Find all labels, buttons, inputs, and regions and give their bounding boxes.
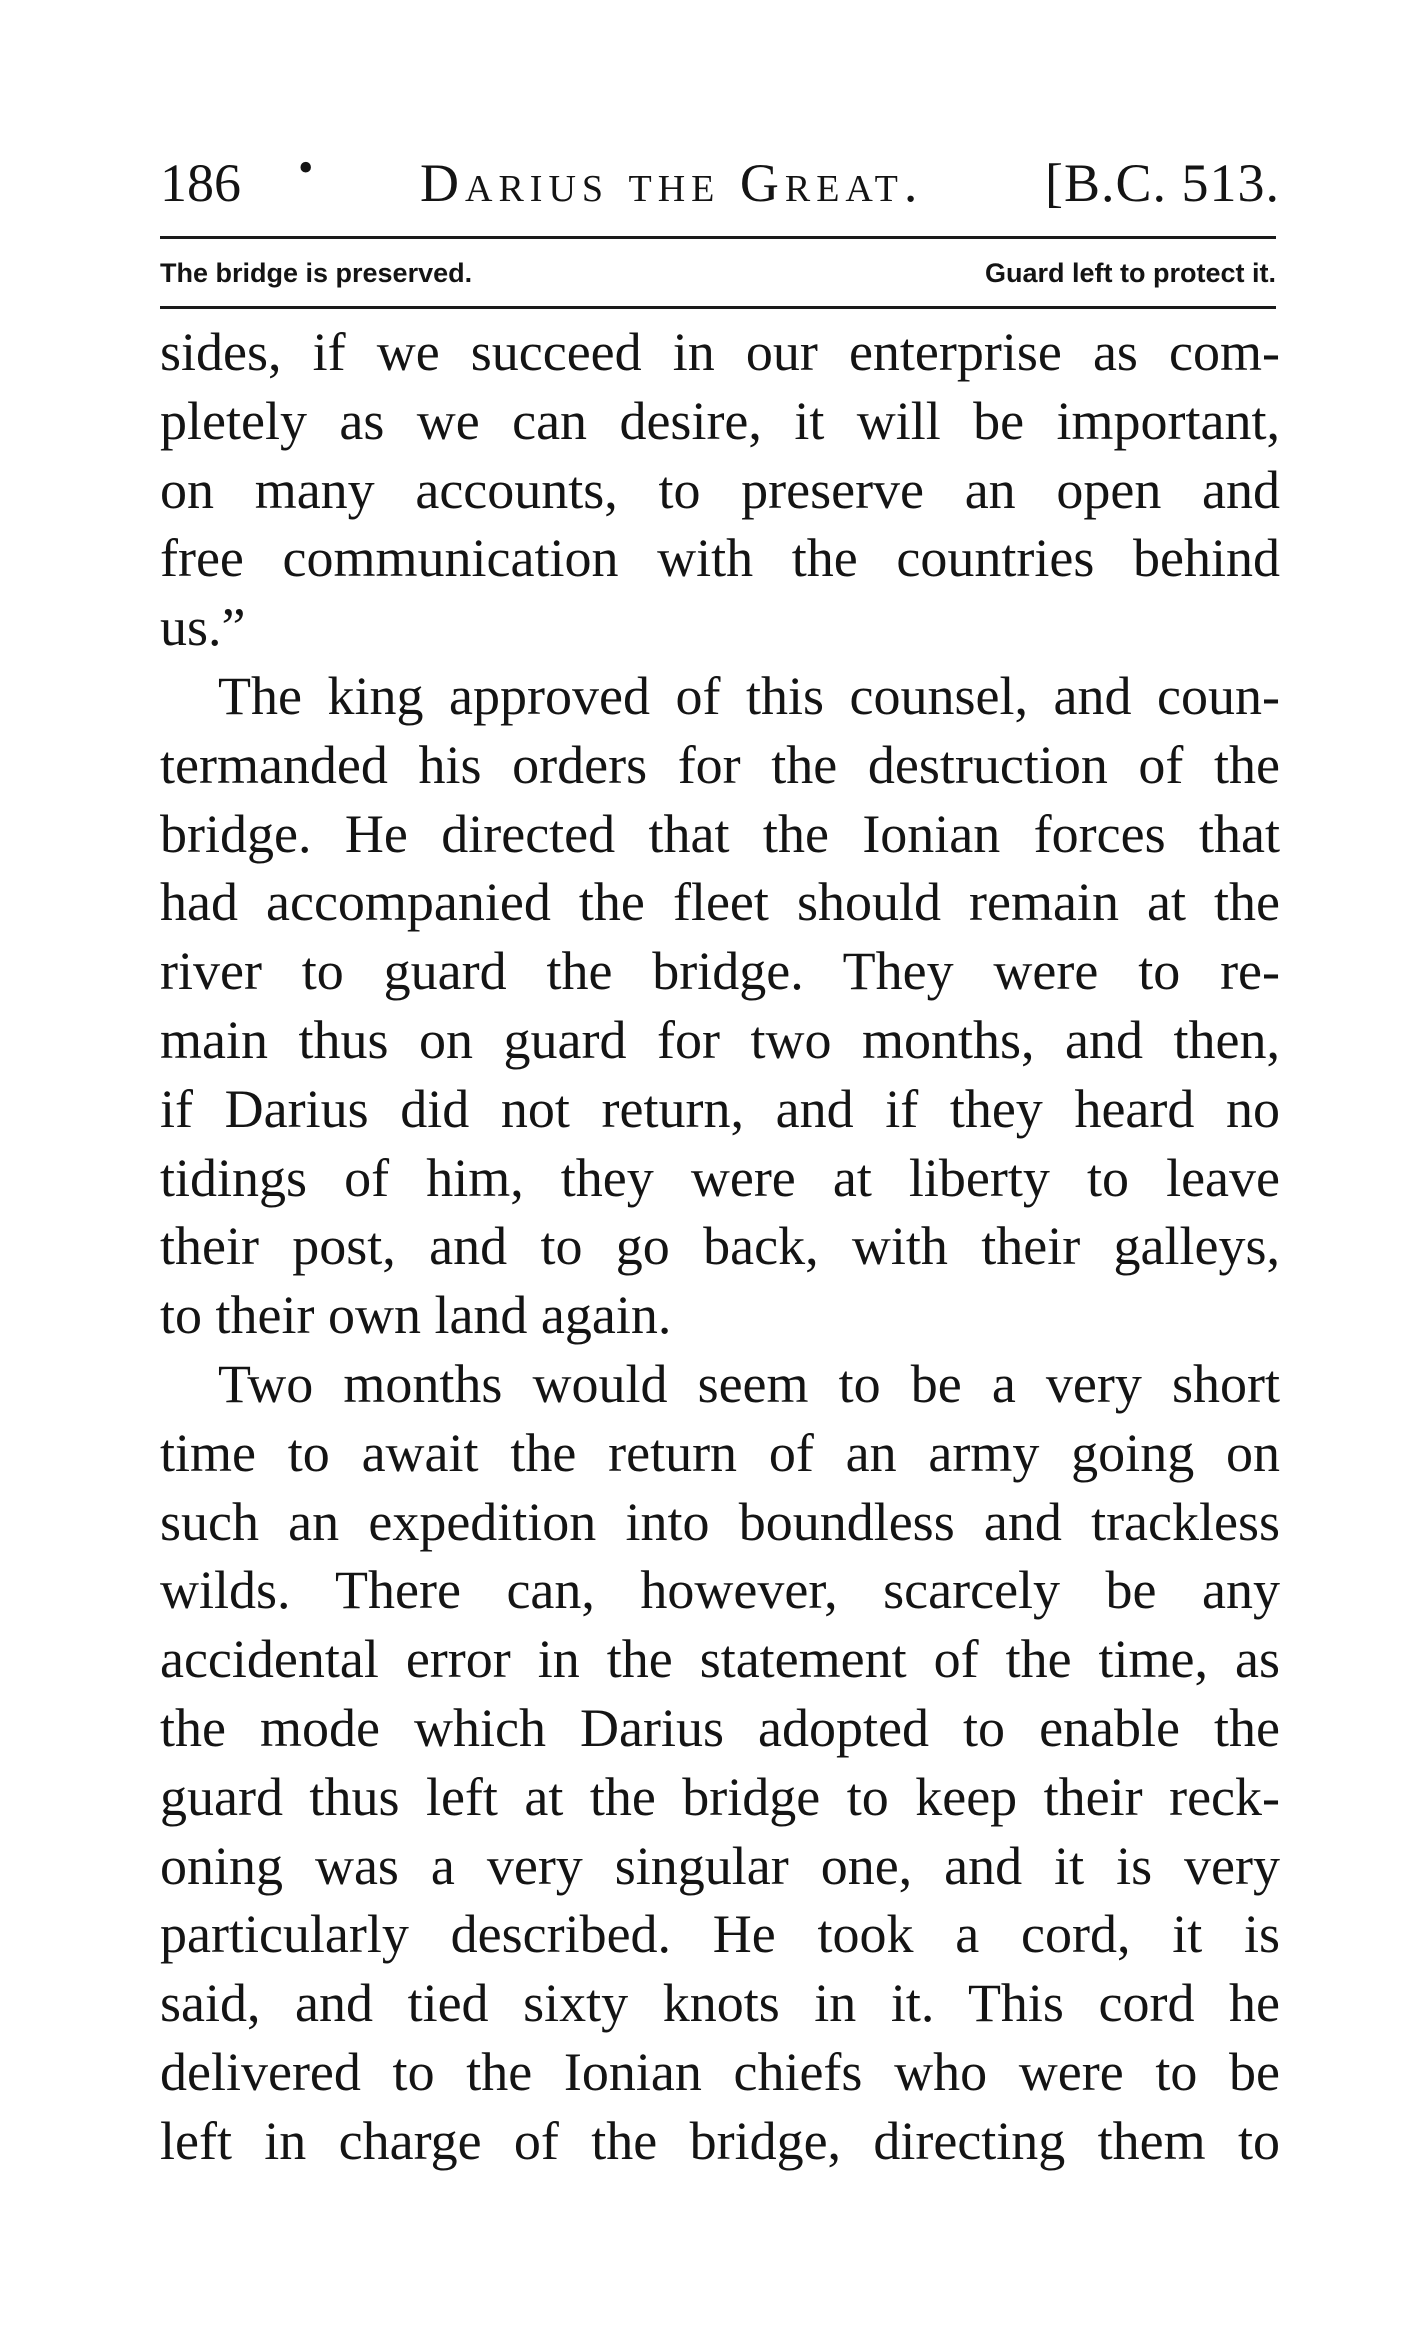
text-line: main thus on guard for two months, and then, (160, 1009, 1280, 1070)
text-line: Two months would seem to be a very short (218, 1353, 1280, 1414)
text-line: had accompanied the fleet should remain at the (160, 872, 1280, 933)
text-line: to their own land again. (160, 1285, 672, 1346)
text-line: The king approved of this counsel, and coun- (218, 665, 1280, 726)
text-line: if Darius did not return, and if they heard no (160, 1078, 1280, 1139)
date-mark: [B.C. 513. (1044, 153, 1280, 213)
paragraph (160, 318, 1280, 662)
text-line: oning was a very singular one, and it is very (160, 1835, 1280, 1896)
text-line: on many accounts, to preserve an open and (160, 459, 1280, 520)
text-line: wilds. There can, however, scarcely be any (160, 1560, 1280, 1621)
shoulder-note-right: Guard left to protect it. (984, 258, 1276, 288)
text-line: sides, if we succeed in our enterprise as com- (160, 322, 1280, 382)
text-line: the mode which Darius adopted to enable the (160, 1697, 1280, 1758)
text-line: such an expedition into boundless and trackless (160, 1491, 1280, 1552)
page-number: 186 (160, 153, 241, 213)
header-rule-bottom (160, 306, 1276, 309)
shoulder-note-left: The bridge is preserved. (160, 258, 473, 288)
text-line: free communication with the countries behind (160, 528, 1280, 589)
text-line: time to await the return of an army going on (160, 1422, 1280, 1483)
text-line: termanded his orders for the destruction of the (160, 734, 1280, 795)
text-line: left in charge of the bridge, directing them to (160, 2110, 1280, 2171)
text-line: guard thus left at the bridge to keep their reck- (160, 1766, 1280, 1827)
paragraph (160, 662, 1280, 1350)
text-line: bridge. He directed that the Ionian forces that (160, 803, 1280, 864)
paragraph (160, 1350, 1280, 2176)
book-title: Darius the Great. (420, 153, 924, 213)
text-line: accidental error in the statement of the time, as (160, 1629, 1280, 1690)
text-line: said, and tied sixty knots in it. This cord he (160, 1973, 1280, 2034)
header-dot: • (298, 143, 314, 192)
text-line: delivered to the Ionian chiefs who were to be (160, 2041, 1280, 2102)
running-head (160, 143, 1280, 218)
text-line: particularly described. He took a cord, it is (160, 1904, 1280, 1965)
shoulder-notes (160, 248, 1276, 298)
text-line: river to guard the bridge. They were to re- (160, 941, 1280, 1002)
text-line: pletely as we can desire, it will be important, (160, 390, 1280, 451)
text-line: us.” (160, 597, 246, 658)
body-text (160, 318, 1280, 2176)
text-line: their post, and to go back, with their galleys, (160, 1216, 1280, 1277)
header-rule-top (160, 236, 1276, 239)
text-line: tidings of him, they were at liberty to leave (160, 1147, 1280, 1208)
